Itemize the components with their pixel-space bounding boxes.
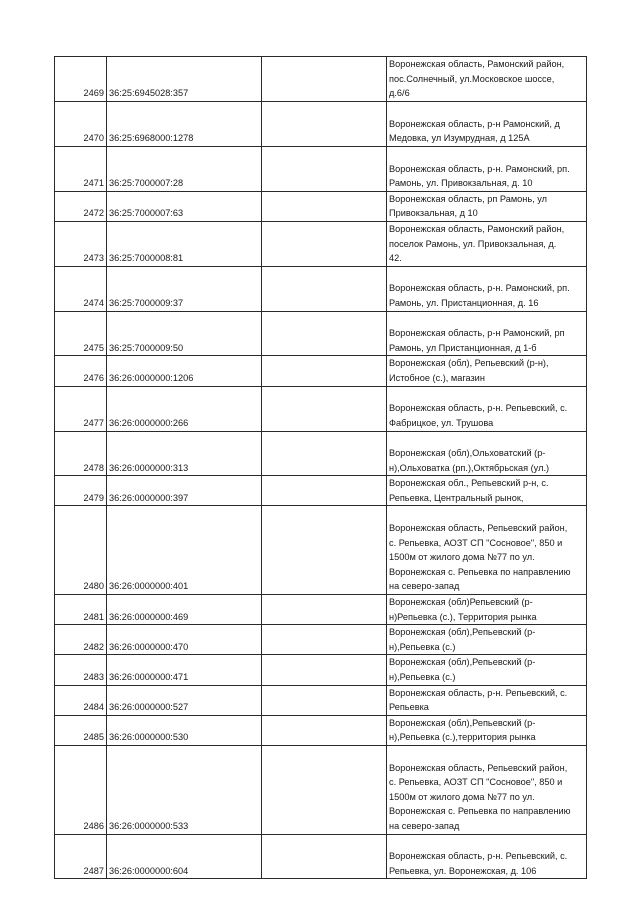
address-cell: Воронежская (обл),Ольховатский (р- н),Ольховатка (рп.),Октябрьская (ул.): [387, 431, 587, 476]
cadastral-number-cell: 36:26:0000000:530: [107, 715, 262, 745]
address-cell: Воронежская область, Рамонский район, поселок Рамонь, ул. Привокзальная, д. 42.: [387, 221, 587, 266]
table-row: [55, 311, 587, 356]
table-row: [55, 655, 587, 685]
empty-cell: [262, 655, 387, 685]
table-row: [55, 625, 587, 655]
empty-cell: [262, 191, 387, 221]
table-row: [55, 431, 587, 476]
empty-cell: [262, 715, 387, 745]
cadastral-number-cell: 36:26:0000000:397: [107, 476, 262, 506]
table-row: [55, 147, 587, 192]
table-row: [55, 57, 587, 102]
address-cell: Воронежская (обл), Репьевский (р-н), Истобное (с.), магазин: [387, 356, 587, 386]
address-cell: Воронежская область, рп Рамонь, ул Привокзальная, д 10: [387, 191, 587, 221]
row-number-cell: 2482: [55, 625, 107, 655]
address-cell: Воронежская (обл),Репьевский (р- н),Репьевка (с.): [387, 655, 587, 685]
registry-table: [54, 56, 587, 879]
cadastral-number-cell: 36:26:0000000:1206: [107, 356, 262, 386]
empty-cell: [262, 102, 387, 147]
row-number-cell: 2485: [55, 715, 107, 745]
address-cell: Воронежская область, р-н. Рамонский, рп. Рамонь, ул. Привокзальная, д. 10: [387, 147, 587, 192]
address-cell: Воронежская (обл),Репьевский (р- н),Репьевка (с.): [387, 625, 587, 655]
cadastral-number-cell: 36:26:0000000:469: [107, 595, 262, 625]
cadastral-number-cell: 36:25:7000007:28: [107, 147, 262, 192]
row-number-cell: 2479: [55, 476, 107, 506]
cadastral-number-cell: 36:26:0000000:401: [107, 506, 262, 595]
row-number-cell: 2487: [55, 834, 107, 879]
empty-cell: [262, 506, 387, 595]
empty-cell: [262, 595, 387, 625]
address-cell: Воронежская область, Репьевский район, с. Репьевка, АОЗТ СП "Сосновое", 850 и 1500м от жилого дома №77 по ул. Воронежская с. Репьевка по направлению на северо-запад: [387, 506, 587, 595]
cadastral-number-cell: 36:26:0000000:533: [107, 745, 262, 834]
empty-cell: [262, 221, 387, 266]
cadastral-number-cell: 36:25:7000007:63: [107, 191, 262, 221]
row-number-cell: 2478: [55, 431, 107, 476]
cadastral-number-cell: 36:25:7000009:50: [107, 311, 262, 356]
cadastral-number-cell: 36:26:0000000:604: [107, 834, 262, 879]
empty-cell: [262, 834, 387, 879]
empty-cell: [262, 745, 387, 834]
cadastral-number-cell: 36:26:0000000:313: [107, 431, 262, 476]
row-number-cell: 2473: [55, 221, 107, 266]
address-cell: Воронежская область, Репьевский район, с. Репьевка, АОЗТ СП "Сосновое", 850 и 1500м от жилого дома №77 по ул. Воронежская с. Репьевка по направлению на северо-запад: [387, 745, 587, 834]
table-row: [55, 595, 587, 625]
table-row: [55, 356, 587, 386]
empty-cell: [262, 147, 387, 192]
row-number-cell: 2480: [55, 506, 107, 595]
empty-cell: [262, 266, 387, 311]
cadastral-number-cell: 36:26:0000000:470: [107, 625, 262, 655]
row-number-cell: 2477: [55, 386, 107, 431]
table-row: [55, 191, 587, 221]
address-cell: Воронежская (обл)Репьевский (р- н)Репьевка (с.), Территория рынка: [387, 595, 587, 625]
table-row: [55, 221, 587, 266]
row-number-cell: 2469: [55, 57, 107, 102]
table-row: [55, 685, 587, 715]
address-cell: Воронежская область, р-н Рамонский, рп Рамонь, ул Пристанционная, д 1-б: [387, 311, 587, 356]
row-number-cell: 2476: [55, 356, 107, 386]
cadastral-number-cell: 36:25:7000008:81: [107, 221, 262, 266]
table-row: [55, 386, 587, 431]
empty-cell: [262, 625, 387, 655]
address-cell: Воронежская обл., Репьевский р-н, с. Репьевка, Центральный рынок,: [387, 476, 587, 506]
table-row: [55, 476, 587, 506]
row-number-cell: 2472: [55, 191, 107, 221]
row-number-cell: 2481: [55, 595, 107, 625]
row-number-cell: 2483: [55, 655, 107, 685]
address-cell: Воронежская область, р-н. Репьевский, с. Репьевка, ул. Воронежская, д. 106: [387, 834, 587, 879]
address-cell: Воронежская область, р-н. Репьевский, с. Репьевка: [387, 685, 587, 715]
address-cell: Воронежская область, р-н. Репьевский, с. Фабрицкое, ул. Трушова: [387, 386, 587, 431]
row-number-cell: 2471: [55, 147, 107, 192]
row-number-cell: 2470: [55, 102, 107, 147]
table-row: [55, 266, 587, 311]
registry-table-body: [55, 57, 587, 879]
cadastral-number-cell: 36:25:6968000:1278: [107, 102, 262, 147]
table-row: [55, 745, 587, 834]
row-number-cell: 2484: [55, 685, 107, 715]
cadastral-number-cell: 36:25:7000009:37: [107, 266, 262, 311]
row-number-cell: 2486: [55, 745, 107, 834]
empty-cell: [262, 356, 387, 386]
cadastral-number-cell: 36:25:6945028:357: [107, 57, 262, 102]
empty-cell: [262, 685, 387, 715]
table-row: [55, 102, 587, 147]
cadastral-number-cell: 36:26:0000000:527: [107, 685, 262, 715]
address-cell: Воронежская область, р-н. Рамонский, рп. Рамонь, ул. Пристанционная, д. 16: [387, 266, 587, 311]
cadastral-number-cell: 36:26:0000000:266: [107, 386, 262, 431]
cadastral-number-cell: 36:26:0000000:471: [107, 655, 262, 685]
empty-cell: [262, 311, 387, 356]
table-row: [55, 506, 587, 595]
address-cell: Воронежская область, Рамонский район, пос.Солнечный, ул.Московское шоссе, д.6/6: [387, 57, 587, 102]
empty-cell: [262, 57, 387, 102]
table-row: [55, 834, 587, 879]
empty-cell: [262, 431, 387, 476]
row-number-cell: 2475: [55, 311, 107, 356]
address-cell: Воронежская область, р-н Рамонский, д Медовка, ул Изумрудная, д 125А: [387, 102, 587, 147]
table-row: [55, 715, 587, 745]
address-cell: Воронежская (обл),Репьевский (р- н),Репьевка (с.),территория рынка: [387, 715, 587, 745]
empty-cell: [262, 476, 387, 506]
empty-cell: [262, 386, 387, 431]
row-number-cell: 2474: [55, 266, 107, 311]
